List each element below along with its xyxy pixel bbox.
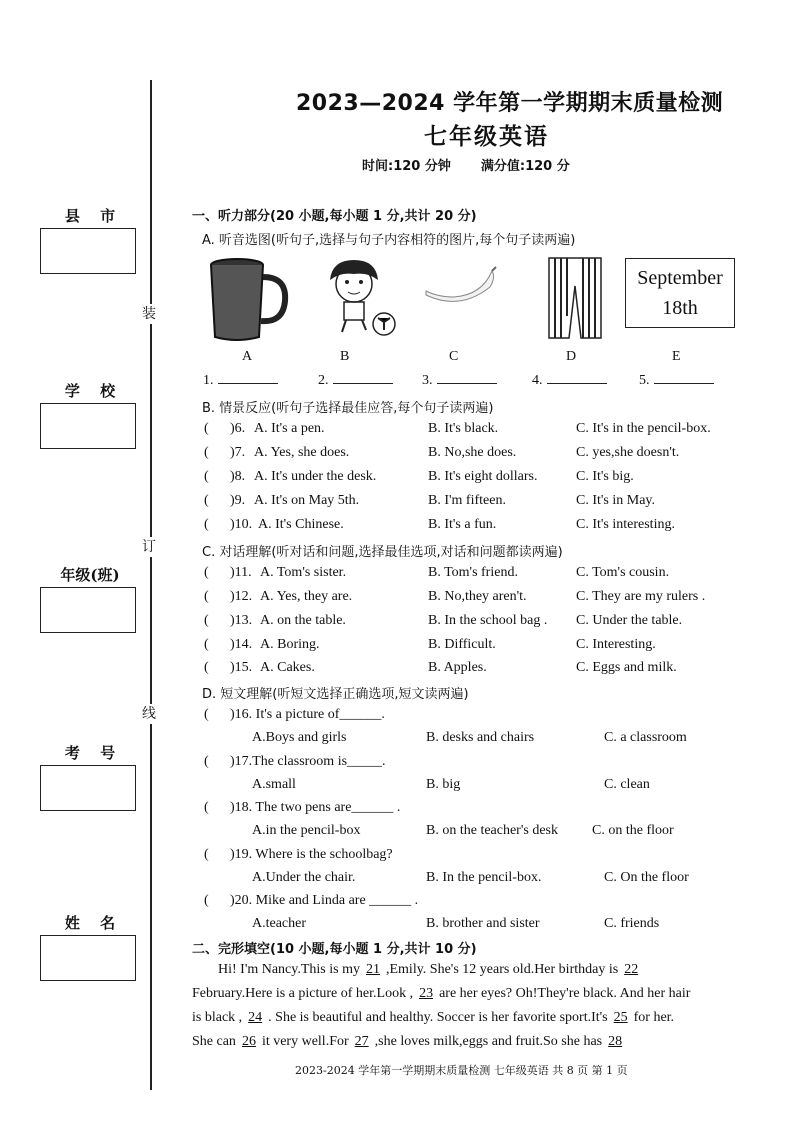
option-c: C. It's in May. [576,493,656,508]
option-b: B. In the school bag . [428,613,548,628]
option-b: B. desks and chairs [426,730,535,745]
picture-letter-b: B [340,349,350,364]
cloze-blank[interactable]: 26 [241,1034,256,1049]
option-c: C. a classroom [604,730,687,745]
option-a: A.Boys and girls [252,730,347,745]
name-label: 姓 名 [64,914,123,932]
option-a: A.teacher [252,916,307,931]
option-c: C. It's in the pencil-box. [576,421,711,436]
answer-blank[interactable]: 2. [318,373,393,389]
option-c: C. Interesting. [576,637,656,652]
cloze-line: She can 26 it very well.For 27 ,she loves milk,eggs and fruit.So she has 28 [192,1030,752,1054]
option-c: C. friends [604,916,660,931]
option-a: A. Cakes. [260,660,315,675]
school-field [40,380,140,449]
binding-char-zhuang: 装 [142,306,156,322]
question-number: )7. [230,445,246,460]
option-b: B. No,they aren't. [428,589,527,604]
exam-number-box[interactable] [40,765,136,811]
option-c: C. on the floor [592,823,674,838]
mug-picture [205,255,290,345]
option-a: A. on the table. [260,613,346,628]
county-city-field [40,205,140,274]
answer-paren[interactable]: ( [204,565,209,580]
exam-info [362,155,570,174]
option-c: C. On the floor [604,870,689,885]
grade-class-field [40,564,140,633]
cloze-blank[interactable]: 23 [419,986,434,1001]
option-a: A. Yes, they are. [260,589,353,604]
option-a: A. It's a pen. [254,421,325,436]
cloze-blank[interactable]: 25 [613,1010,628,1025]
cloze-line: Hi! I'm Nancy.This is my 21 ,Emily. She's 12 years old.Her birthday is 22 [192,958,752,982]
option-a: A.small [252,777,296,792]
cloze-line: February.Here is a picture of her.Look , 23 are her eyes? Oh!They're black. And her hair [192,986,691,1001]
picture-letter-a: A [242,349,253,364]
cloze-blank[interactable]: 24 [248,1010,263,1025]
option-c: C. Under the table. [576,613,683,628]
option-b: B. on the teacher's desk [426,823,558,838]
name-box[interactable] [40,935,136,981]
option-b: B. In the pencil-box. [426,870,542,885]
option-b: B. brother and sister [426,916,540,931]
partA-title: A. 听音选图(听句子,选择与句子内容相符的图片,每个句子读两遍) [202,233,576,248]
answer-blank[interactable]: 5. [639,373,714,389]
name-field [40,912,140,981]
answer-paren[interactable]: ( [204,847,209,862]
option-b: B. It's a fun. [428,517,497,532]
option-b: B. big [426,777,461,792]
answer-paren[interactable]: ( [204,421,209,436]
option-b: B. It's eight dollars. [428,469,538,484]
answer-paren[interactable]: ( [204,707,209,722]
county-city-box[interactable] [40,228,136,274]
exam-title: 2023—2024 学年第一学期期末质量检测 [296,91,724,116]
school-label: 学 校 [64,382,123,400]
question-stem: )16. It's a picture of______. [230,707,385,722]
page-footer: 2023-2024 学年第一学期期末质量检测 七年级英语 共 8 页 第 1 页 [295,1064,628,1077]
binding-line [150,80,152,1090]
option-a: A. It's Chinese. [258,517,344,532]
picture-letter-e: E [672,349,681,364]
school-box[interactable] [40,403,136,449]
option-b: B. I'm fifteen. [428,493,506,508]
county-city-label: 县 市 [64,207,123,225]
answer-paren[interactable]: ( [204,517,209,532]
option-a: A. Yes, she does. [254,445,350,460]
answer-paren[interactable]: ( [204,493,209,508]
answer-paren[interactable]: ( [204,589,209,604]
option-a: A. Boring. [260,637,320,652]
cloze-blank[interactable]: 27 [354,1034,369,1049]
section1-title: 一、听力部分(20 小题,每小题 1 分,共计 20 分) [192,209,477,224]
boy-soccer-picture [322,258,400,338]
answer-paren[interactable]: ( [204,445,209,460]
question-number: )8. [230,469,246,484]
question-number: )6. [230,421,246,436]
cloze-blank[interactable]: 21 [365,962,380,977]
option-b: B. It's black. [428,421,499,436]
option-b: B. Difficult. [428,637,496,652]
date-day: 18th [662,297,698,319]
grade-class-label: 年级(班) [60,566,120,584]
question-number: )12. [230,589,253,604]
option-a: A. It's under the desk. [254,469,377,484]
question-number: )13. [230,613,253,628]
question-stem: )19. Where is the schoolbag? [230,847,393,862]
exam-time: 时间:120 分钟 [362,159,451,174]
option-c: C. yes,she doesn't. [576,445,680,460]
section2-title: 二、完形填空(10 小题,每小题 1 分,共计 10 分) [192,942,477,957]
striped-trousers-picture [545,256,605,340]
option-a: A. It's on May 5th. [254,493,360,508]
exam-number-label: 考 号 [64,744,123,762]
question-stem: )20. Mike and Linda are ______ . [230,893,419,908]
grade-class-box[interactable] [40,587,136,633]
option-c: C. They are my rulers . [576,589,706,604]
option-a: A.in the pencil-box [252,823,361,838]
cloze-line: is black , 24 . She is beautiful and healthy. Soccer is her favorite sport.It's 25 for her. [192,1010,675,1025]
cloze-blank[interactable]: 22 [624,962,639,977]
cloze-blank[interactable]: 28 [608,1034,623,1049]
answer-blank[interactable]: 3. [422,373,497,389]
option-b: B. No,she does. [428,445,517,460]
question-number: )15. [230,660,253,675]
binding-char-ding: 订 [142,539,156,555]
option-b: B. Apples. [428,660,487,675]
exam-score: 满分值:120 分 [480,159,570,174]
exam-subtitle: 七年级英语 [424,124,549,150]
answer-paren[interactable]: ( [204,893,209,908]
answer-paren[interactable]: ( [204,754,209,769]
question-stem: )18. The two pens are______ . [230,800,401,815]
answer-paren[interactable]: ( [204,800,209,815]
question-number: )9. [230,493,246,508]
partC-title: C. 对话理解(听对话和问题,选择最佳选项,对话和问题都读两遍) [202,545,563,560]
option-c: C. Tom's cousin. [576,565,670,580]
answer-paren[interactable]: ( [204,660,209,675]
answer-paren[interactable]: ( [204,469,209,484]
option-a: A. Tom's sister. [260,565,347,580]
question-number: )11. [230,565,252,580]
exam-number-field [40,742,140,811]
question-stem: )17.The classroom is_____. [230,754,386,769]
option-c: C. It's big. [576,469,634,484]
banana-picture [420,265,505,315]
option-c: C. clean [604,777,650,792]
question-number: )14. [230,637,253,652]
question-number: )10. [230,517,253,532]
answer-paren[interactable]: ( [204,613,209,628]
date-month: September [637,267,723,289]
partD-title: D. 短文理解(听短文选择正确选项,短文读两遍) [202,687,469,702]
option-c: C. Eggs and milk. [576,660,677,675]
picture-letter-c: C [449,349,459,364]
option-b: B. Tom's friend. [428,565,518,580]
partB-title: B. 情景反应(听句子选择最佳应答,每个句子读两遍) [202,401,494,416]
answer-paren[interactable]: ( [204,637,209,652]
option-c: C. It's interesting. [576,517,675,532]
option-a: A.Under the chair. [252,870,356,885]
answer-blank[interactable]: 4. [532,373,607,389]
date-picture [625,258,735,328]
binding-char-xian: 线 [142,706,156,722]
picture-letter-d: D [566,349,577,364]
answer-blank[interactable]: 1. [203,373,278,389]
